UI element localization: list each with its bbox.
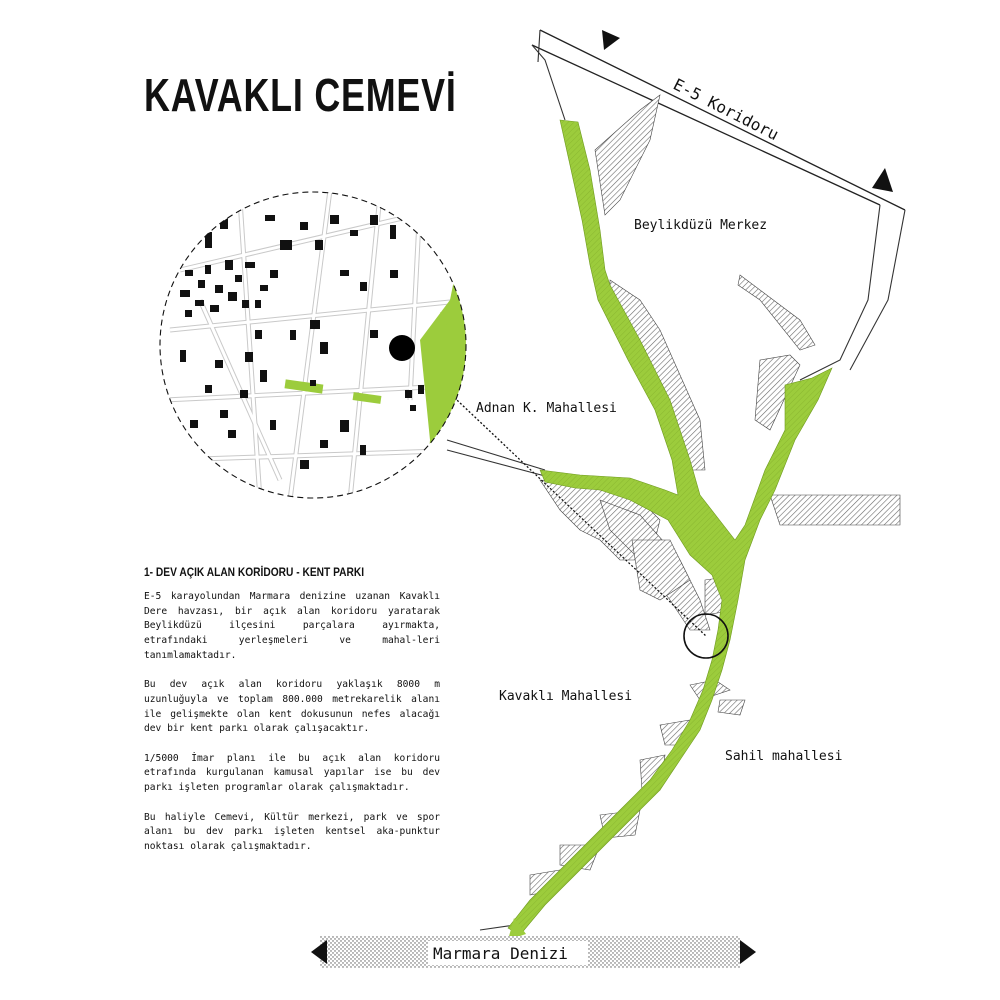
- triangle-arrow-icon: [602, 30, 620, 50]
- right-arrow-icon: [740, 940, 756, 964]
- beylikduzu-label: Beylikdüzü Merkez: [634, 218, 768, 233]
- body-text: [144, 590, 440, 869]
- e5-corridor-label: E-5 Koridoru: [670, 74, 782, 145]
- page-title: KAVAKLI CEMEVİ: [144, 69, 457, 121]
- paragraph-2: Bu dev açık alan koridoru yaklaşık 8000 m uzunluğuyla ve toplam 800.000 metrekarelik alanı ile gelişmekte olan kent dokusunun nefes alacağı dev bir kent parkı olarak çalışacaktır.: [144, 679, 440, 735]
- sea-label: Marmara Denizi: [433, 944, 568, 963]
- left-arrow-icon: [311, 940, 327, 964]
- triangle-arrow-icon: [872, 168, 893, 192]
- kavakli-label: Kavaklı Mahallesi: [499, 689, 633, 704]
- paragraph-1: E-5 karayolundan Marmara denizine uzanan Kavaklı Dere havzası, bir açık alan koridoru yaratarak Beylikdüzü ilçesini parçalara ayırmakta, etrafındaki yerleşmeleri ve mahal-leri tanımlamaktadır.: [144, 591, 440, 661]
- sahil-label: Sahil mahallesi: [725, 749, 843, 764]
- zoom-detail-map: [160, 190, 480, 500]
- adnan-label: Adnan K. Mahallesi: [476, 401, 617, 416]
- paragraph-4: Bu haliyle Cemevi, Kültür merkezi, park ve spor alanı bu dev parkı işleten kentsel aka-punktur noktası olarak çalışmaktadır.: [144, 811, 440, 852]
- site-point-icon: [389, 335, 415, 361]
- paragraph-3: 1/5000 İmar planı ile bu açık alan koridoru etrafında kurgulanan kamusal yapılar ise bu dev parkı işleten programlar olarak çalışmaktadır.: [144, 752, 440, 794]
- section-heading: 1- DEV AÇIK ALAN KORİDORU - KENT PARKI: [144, 565, 365, 579]
- green-corridor: [508, 120, 832, 935]
